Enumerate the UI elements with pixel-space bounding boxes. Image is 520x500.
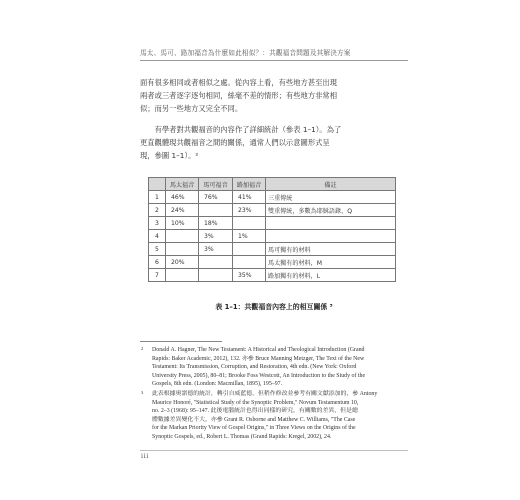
footnote-line: Rapids: Baker Academic, 2012), 132. 亦參 Bruce Manning Metzger, The Text of the New [152,355,365,362]
note-cell: 三重傳統 [266,191,396,204]
mark-cell: 3% [199,243,233,256]
paragraph-line: 似；而另一些地方又完全不同。 [140,104,243,113]
footnotes [140,346,408,442]
paragraph-2 [140,123,408,162]
table-row [149,256,396,269]
table-row [149,217,396,230]
paragraph-line: 有學者對共觀福音的內容作了詳細統計（參表 1–1）。為了 [140,125,342,134]
table-header-cell [149,178,166,191]
table-header-row [149,178,396,191]
table-row [149,204,396,217]
table-row [149,269,396,282]
row-number: 5 [149,243,166,256]
note-cell: 馬可獨有的材料 [266,243,396,256]
synoptic-relation-table [148,177,396,282]
luke-cell: 23% [233,204,266,217]
mark-cell [199,269,233,282]
footnote-line: 體數據差異變化不大，亦參 Grant R. Osborne and Matthew C. Williams, "The Case [152,416,356,423]
footnote-mark: 3 [141,389,144,395]
luke-cell [233,243,266,256]
mark-cell: 76% [199,191,233,204]
luke-cell: 35% [233,269,266,282]
matthew-cell: 46% [166,191,199,204]
footnote-mark: 2 [141,346,144,351]
luke-cell: 1% [233,230,266,243]
table-caption: 表 1–1：共觀福音內容上的相互關係 ³ [215,303,333,311]
footnote-line: Testament: Its Transmission, Corruption, and Restoration, 4th edn. (New York: Oxford [152,364,357,371]
note-cell [266,230,396,243]
table-row [149,243,396,256]
footnote [140,346,408,389]
table-header-cell: 備註 [266,178,396,191]
note-cell: 路加獨有的材料，L [266,269,396,282]
table-header-cell: 馬太福音 [166,178,199,191]
paragraph-line: 更直觀體現共觀福音之間的關係，通常人們以示意圖形式呈 [140,138,330,147]
footnote-line: for the Markan Priority View of Gospel Origins," in Three Views on the Origins of the [152,425,356,432]
paragraph-line: 面有很多相同或者相似之處。從內容上看，有些地方甚至出現 [140,78,338,87]
footnote-rule [140,341,222,342]
note-cell [266,217,396,230]
matthew-cell: 10% [166,217,199,230]
footnote-line: Donald A. Hagner, The New Testament: A Historical and Theological Introduction (Grand [152,347,365,353]
table-row [149,230,396,243]
row-number: 2 [149,204,166,217]
note-cell: 雙重傳統，多數為耶穌語錄，Q [266,204,396,217]
footnote [140,390,408,442]
matthew-cell [166,269,199,282]
table-header-cell: 馬可福音 [199,178,233,191]
matthew-cell: 24% [166,204,199,217]
matthew-cell [166,243,199,256]
running-head: 馬太、馬可、路加福音為什麼如此相似？：共觀福音問題及其解決方案 [140,49,351,57]
matthew-cell: 20% [166,256,199,269]
header-rule [140,60,408,61]
matthew-cell [166,230,199,243]
luke-cell [233,256,266,269]
table-header-cell: 路加福音 [233,178,266,191]
row-number: 3 [149,217,166,230]
mark-cell: 3% [199,230,233,243]
luke-cell [233,217,266,230]
table-row [149,191,396,204]
page-number: iii [141,453,149,460]
mark-cell: 18% [199,217,233,230]
luke-cell: 41% [233,191,266,204]
paragraph-1 [140,76,408,115]
footnote-line: no. 2–3 (1968): 95–147. 此後電腦統計也得出同樣的研究，有關數的差異，但是總 [152,408,358,415]
mark-cell [199,256,233,269]
footnote-line: Gospels, 8th edn. (London: Macmillan, 1895), 195–97. [152,381,283,388]
paragraph-line: 兩者或三者逐字逐句相同，絲毫不差的情形；有些地方非常相 [140,91,338,100]
row-number: 6 [149,256,166,269]
footnote-line: Synoptic Gospels, ed., Robert L. Thomas (Grand Rapids: Kregel, 2002), 24. [152,433,332,440]
note-cell: 馬太獨有的材料，M [266,256,396,269]
row-number: 1 [149,191,166,204]
row-number: 7 [149,269,166,282]
row-number: 4 [149,230,166,243]
footnote-line: University Press, 2005), 80–81; Brooke Foss Westcott, An Introduction to the Study of the [152,372,366,379]
paragraph-line: 現，參圖 1–1）。² [140,151,199,160]
mark-cell [199,204,233,217]
footnote-line: Maurice Honoré, "Statistical Study of the Synoptic Problem," Novum Testamentum 10, [152,399,359,406]
footnote-line: 此表根據奧諾德的統計，轉引自威藍德，但稍作修改並參考有關文獻添加的，參 Antony [152,390,378,397]
folio-rule [140,450,408,451]
